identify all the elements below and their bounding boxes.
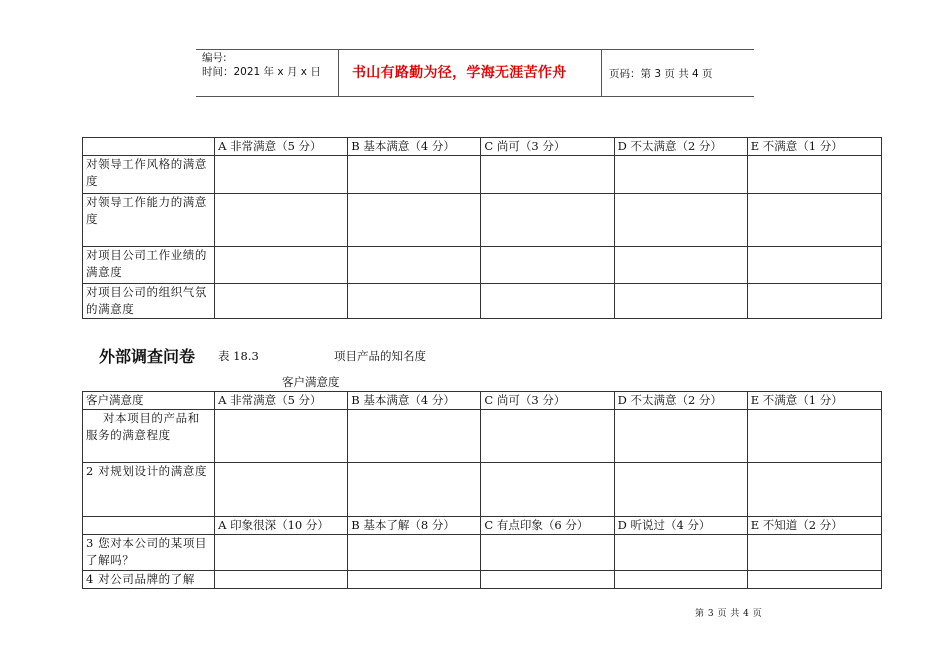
table-row <box>83 410 882 463</box>
section-subtitle: 项目产品的知名度 <box>334 349 426 363</box>
rating-cell[interactable] <box>481 410 614 463</box>
table-header-cell: E 不满意（1 分） <box>747 138 881 156</box>
rating-cell[interactable] <box>614 194 747 247</box>
rating-cell[interactable] <box>747 194 881 247</box>
rating-cell[interactable] <box>747 156 881 194</box>
page-footer: 第 3 页 共 4 页 <box>695 609 763 619</box>
table-header-row <box>83 392 882 410</box>
rating-cell[interactable] <box>747 284 881 319</box>
table-row <box>83 194 882 247</box>
rating-cell[interactable] <box>614 535 747 571</box>
table-header-cell: D 不太满意（2 分） <box>614 392 747 410</box>
row-label: 对项目公司工作业绩的满意度 <box>83 247 215 284</box>
rating-cell[interactable] <box>348 284 481 319</box>
table-header-cell: D 听说过（4 分） <box>614 517 747 535</box>
table-header-cell: C 尚可（3 分） <box>481 392 614 410</box>
rating-cell[interactable] <box>348 156 481 194</box>
section-title: 外部调查问卷 <box>99 347 196 366</box>
table-header-cell: A 非常满意（5 分） <box>215 138 348 156</box>
rating-cell[interactable] <box>747 247 881 284</box>
table-row <box>83 535 882 571</box>
table-header-cell: B 基本满意（4 分） <box>348 138 481 156</box>
table-header-cell: 客户满意度 <box>83 392 215 410</box>
table-row <box>83 284 882 319</box>
rating-cell[interactable] <box>747 535 881 571</box>
rating-cell[interactable] <box>215 410 348 463</box>
table-header-cell <box>83 517 215 535</box>
rating-cell[interactable] <box>481 247 614 284</box>
rating-cell[interactable] <box>614 284 747 319</box>
rating-cell[interactable] <box>481 156 614 194</box>
rating-cell[interactable] <box>215 535 348 571</box>
table-header-cell: B 基本满意（4 分） <box>348 392 481 410</box>
rating-cell[interactable] <box>747 463 881 517</box>
header-motto: 书山有路勤为径，学海无涯苦作舟 <box>352 65 567 81</box>
row-label: 对领导工作风格的满意度 <box>83 156 215 194</box>
header-top-rule <box>196 49 754 50</box>
row-label: 4 对公司品牌的了解 <box>83 571 215 589</box>
table-row <box>83 156 882 194</box>
rating-cell[interactable] <box>215 463 348 517</box>
rating-cell[interactable] <box>614 156 747 194</box>
rating-cell[interactable] <box>348 247 481 284</box>
table-header-cell: B 基本了解（8 分） <box>348 517 481 535</box>
header-divider-right <box>601 49 602 96</box>
rating-cell[interactable] <box>348 571 481 589</box>
row-label: 3 您对本公司的某项目了解吗？ <box>83 535 215 571</box>
internal-satisfaction-table <box>82 137 882 319</box>
rating-cell[interactable] <box>348 463 481 517</box>
rating-cell[interactable] <box>481 571 614 589</box>
rating-cell[interactable] <box>215 156 348 194</box>
row-label: 对领导工作能力的满意度 <box>83 194 215 247</box>
table-header-cell: E 不知道（2 分） <box>747 517 881 535</box>
header-number-label: 编号: <box>202 52 227 64</box>
table-row <box>83 463 882 517</box>
table-number: 表 18.3 <box>218 349 259 363</box>
table-row <box>83 571 882 589</box>
table-caption: 客户满意度 <box>282 375 340 389</box>
rating-cell[interactable] <box>747 571 881 589</box>
rating-cell[interactable] <box>215 571 348 589</box>
header-bottom-rule <box>196 96 754 97</box>
rating-cell[interactable] <box>614 463 747 517</box>
rating-cell[interactable] <box>481 194 614 247</box>
table-header-cell: A 非常满意（5 分） <box>215 392 348 410</box>
header-time-label: 时间：2021 年 x 月 x 日 <box>202 66 321 78</box>
rating-cell[interactable] <box>614 247 747 284</box>
row-label: 2 对规划设计的满意度 <box>83 463 215 517</box>
table-header-cell: C 尚可（3 分） <box>481 138 614 156</box>
table-header-cell: E 不满意（1 分） <box>747 392 881 410</box>
rating-cell[interactable] <box>747 410 881 463</box>
row-label: 对本项目的产品和服务的满意程度 <box>83 410 215 463</box>
table-header-row <box>83 138 882 156</box>
rating-cell[interactable] <box>481 463 614 517</box>
table-header-cell: C 有点印象（6 分） <box>481 517 614 535</box>
rating-cell[interactable] <box>348 194 481 247</box>
rating-cell[interactable] <box>614 410 747 463</box>
customer-satisfaction-table <box>82 391 882 589</box>
table-header-row <box>83 517 882 535</box>
table-header-cell <box>83 138 215 156</box>
rating-cell[interactable] <box>215 247 348 284</box>
table-header-cell: A 印象很深（10 分） <box>215 517 348 535</box>
rating-cell[interactable] <box>348 410 481 463</box>
rating-cell[interactable] <box>215 284 348 319</box>
table-row <box>83 247 882 284</box>
rating-cell[interactable] <box>614 571 747 589</box>
rating-cell[interactable] <box>348 535 481 571</box>
row-label: 对项目公司的组织气氛的满意度 <box>83 284 215 319</box>
rating-cell[interactable] <box>481 535 614 571</box>
header-page-label: 页码：第 3 页 共 4 页 <box>609 68 713 80</box>
rating-cell[interactable] <box>215 194 348 247</box>
header-divider-left <box>338 49 339 96</box>
rating-cell[interactable] <box>481 284 614 319</box>
table-header-cell: D 不太满意（2 分） <box>614 138 747 156</box>
